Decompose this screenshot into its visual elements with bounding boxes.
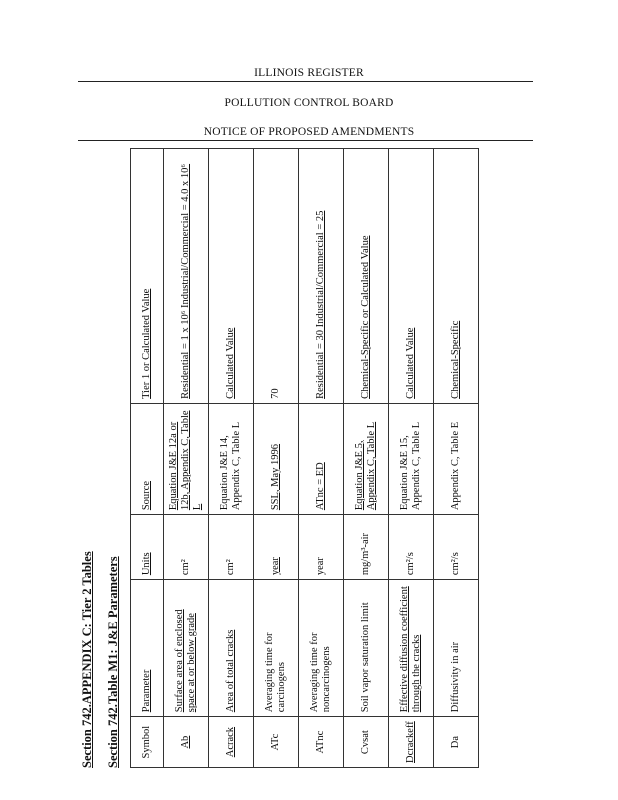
cell-value: Residential = 30 Industrial/Commercial = 25 [299, 149, 344, 404]
cell-parameter: Effective diffusion coefficient through the cracks [389, 580, 434, 717]
cell-value: Residential = 1 x 10⁶ Industrial/Commercial = 4.0 x 10⁶ [164, 149, 209, 404]
cell-value: 70 [254, 149, 299, 404]
header-symbol: Symbol [131, 717, 164, 768]
cell-symbol: ATnc [299, 717, 344, 768]
appendix-caption: Section 742.APPENDIX C: Tier 2 Tables [80, 551, 94, 768]
cell-symbol: ATc [254, 717, 299, 768]
cell-units: year [299, 515, 344, 580]
cell-source: Equation J&E 14, Appendix C, Table L [209, 403, 254, 514]
cell-value: Chemical-Specific or Calculated Value [344, 149, 389, 404]
cell-source: Equation J&E 5, Appendix C, Table L [344, 403, 389, 514]
cell-parameter: Averaging time for noncarcinogens [299, 580, 344, 717]
cell-symbol: Cvsat [344, 717, 389, 768]
cell-parameter: Averaging time for carcinogens [254, 580, 299, 717]
cell-units: cm²/s [389, 515, 434, 580]
table-row [434, 149, 479, 768]
table-row [389, 149, 434, 768]
table-row [164, 149, 209, 768]
header-source: Source [131, 403, 164, 514]
cell-source: Equation J&E 12a or 12b, Appendix C, Table L [164, 403, 209, 514]
cell-parameter: Surface area of enclosed space at or below grade [164, 580, 209, 717]
board-title: POLLUTION CONTROL BOARD [224, 97, 394, 109]
cell-value: Chemical-Specific [434, 149, 479, 404]
cell-units: cm²/s [434, 515, 479, 580]
cell-source: ATnc = ED [299, 403, 344, 514]
cell-units: cm² [209, 515, 254, 580]
cell-symbol: Ab [164, 717, 209, 768]
cell-value: Calculated Value [389, 149, 434, 404]
cell-value: Calculated Value [209, 149, 254, 404]
table-row [344, 149, 389, 768]
table-row [254, 149, 299, 768]
table-row [299, 149, 344, 768]
table-header-row [131, 149, 164, 768]
cell-parameter: Diffusivity in air [434, 580, 479, 717]
cell-symbol: Da [434, 717, 479, 768]
header-parameter: Parameter [131, 580, 164, 717]
cell-units: cm² [164, 515, 209, 580]
rotated-table-section [80, 148, 538, 768]
cell-parameter: Soil vapor saturation limit [344, 580, 389, 717]
header-units: Units [131, 515, 164, 580]
cell-source: SSL, May 1996 [254, 403, 299, 514]
header-value: Tier 1 or Calculated Value [131, 149, 164, 404]
cell-source: Equation J&E 15, Appendix C, Table L [389, 403, 434, 514]
cell-units: year [254, 515, 299, 580]
cell-units: mg/m³-air [344, 515, 389, 580]
notice-rule [78, 140, 533, 141]
register-title: ILLINOIS REGISTER [254, 67, 364, 79]
cell-source: Appendix C, Table E [434, 403, 479, 514]
table-caption: Section 742.Table M1: J&E Parameters [106, 556, 120, 768]
parameters-table [130, 148, 479, 768]
notice-title: NOTICE OF PROPOSED AMENDMENTS [203, 126, 415, 138]
table-row [209, 149, 254, 768]
cell-symbol: Acrack [209, 717, 254, 768]
header-rule [78, 81, 533, 82]
cell-symbol: Dcrackeff [389, 717, 434, 768]
cell-parameter: Area of total cracks [209, 580, 254, 717]
